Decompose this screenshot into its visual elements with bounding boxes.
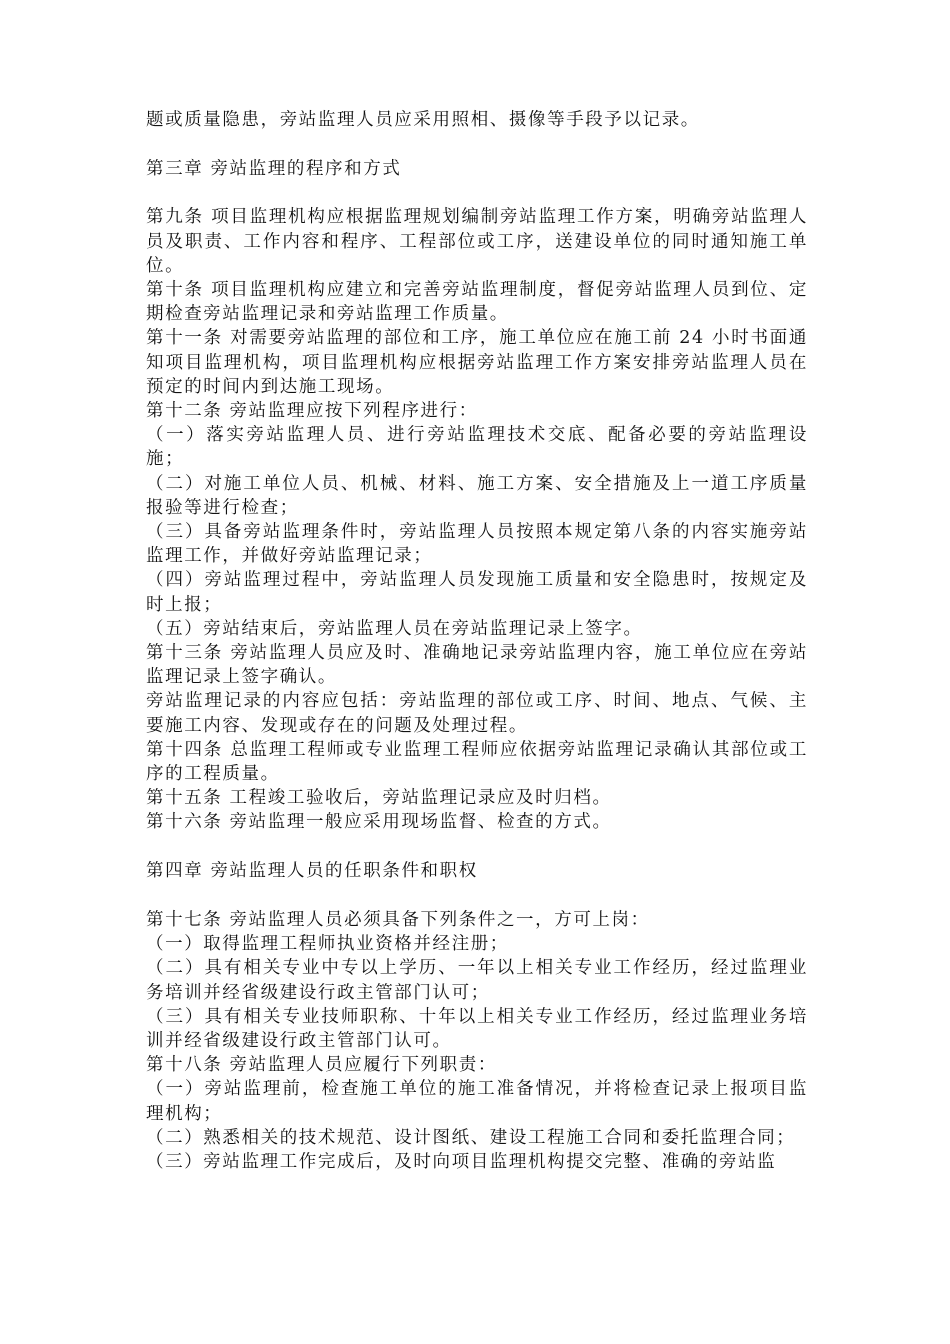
article-17-item-3: （三）具有相关专业技师职称、十年以上相关专业工作经历，经过监理业务培训并经省级建设行政主管部门认可。: [146, 1006, 808, 1051]
article-12: 第十二条 旁站监理应按下列程序进行：: [146, 401, 478, 422]
chapter-4-heading: 第四章 旁站监理人员的任职条件和职权: [146, 861, 478, 882]
article-9: 第九条 项目监理机构应根据监理规划编制旁站监理工作方案，明确旁站监理人员及职责、工作内容和程序、工程部位或工序，送建设单位的同时通知施工单位。: [146, 207, 808, 276]
article-13: 第十三条 旁站监理人员应及时、准确地记录旁站监理内容，施工单位应在旁站监理记录上签字确认。: [146, 643, 808, 688]
article-16: 第十六条 旁站监理一般应采用现场监督、检查的方式。: [146, 812, 612, 833]
article-12-item-1: （一）落实旁站监理人员、进行旁站监理技术交底、配备必要的旁站监理设施；: [146, 425, 808, 470]
spacer: [146, 132, 808, 157]
article-12-item-4: （四）旁站监理过程中，旁站监理人员发现施工质量和安全隐患时，按规定及时上报；: [146, 570, 808, 615]
article-12-item-3: （三）具备旁站监理条件时，旁站监理人员按照本规定第八条的内容实施旁站监理工作，并做好旁站监理记录；: [146, 522, 808, 567]
article-12-item-2: （二）对施工单位人员、机械、材料、施工方案、安全措施及上一道工序质量报验等进行检查；: [146, 473, 808, 518]
article-18: 第十八条 旁站监理人员应履行下列职责：: [146, 1055, 497, 1076]
spacer: [146, 181, 808, 206]
article-18-item-2: （二）熟悉相关的技术规范、设计图纸、建设工程施工合同和委托监理合同；: [146, 1127, 796, 1148]
article-14: 第十四条 总监理工程师或专业监理工程师应依据旁站监理记录确认其部位或工序的工程质量。: [146, 739, 808, 785]
article-11: 第十一条 对需要旁站监理的部位和工序，施工单位应在施工前 24 小时书面通知项目监理机构，项目监理机构应根据旁站监理工作方案安排旁站监理人员在预定的时间内到达施工现场。: [146, 328, 808, 397]
article-10: 第十条 项目监理机构应建立和完善旁站监理制度，督促旁站监理人员到位、定期检查旁站监理记录和旁站监理工作质量。: [146, 280, 808, 325]
chapter-3-heading: 第三章 旁站监理的程序和方式: [146, 158, 402, 179]
article-17: 第十七条 旁站监理人员必须具备下列条件之一，方可上岗：: [146, 909, 650, 930]
article-17-item-2: （二）具有相关专业中专以上学历、一年以上相关专业工作经历，经过监理业务培训并经省级建设行政主管部门认可；: [146, 958, 808, 1003]
article-12-item-5: （五）旁站结束后，旁站监理人员在旁站监理记录上签字。: [146, 618, 643, 639]
article-13-content: 旁站监理记录的内容应包括：旁站监理的部位或工序、时间、地点、气候、主要施工内容、发现或存在的问题及处理过程。: [146, 691, 808, 736]
article-15: 第十五条 工程竣工验收后，旁站监理记录应及时归档。: [146, 788, 612, 809]
document-page: [146, 108, 808, 1174]
article-18-item-1: （一）旁站监理前，检查施工单位的施工准备情况，并将检查记录上报项目监理机构；: [146, 1079, 808, 1124]
article-17-item-1: （一）取得监理工程师执业资格并经注册；: [146, 934, 509, 955]
spacer: [146, 883, 808, 908]
article-18-item-3: （三）旁站监理工作完成后，及时向项目监理机构提交完整、准确的旁站监: [146, 1151, 777, 1172]
spacer: [146, 835, 808, 860]
paragraph-continuation: 题或质量隐患，旁站监理人员应采用照相、摄像等手段予以记录。: [146, 110, 700, 130]
